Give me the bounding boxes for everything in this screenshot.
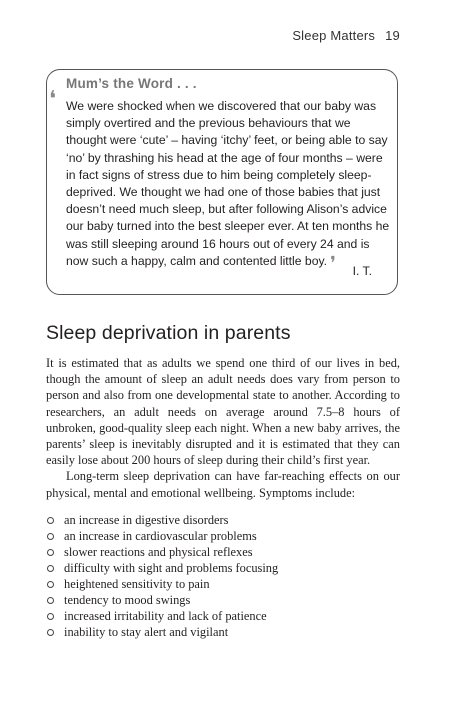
list-item [46,576,278,592]
list-item [46,560,278,576]
list-item-text: increased irritability and lack of patience [64,609,267,623]
bullet-icon [47,629,54,636]
callout-title: Mum’s the Word . . . [66,76,197,91]
section-heading: Sleep deprivation in parents [46,322,291,344]
list-item-text: an increase in digestive disorders [64,513,229,527]
bullet-icon [47,581,54,588]
open-quote-icon: ❛ [49,87,57,112]
symptom-list [46,512,278,640]
bullet-icon [47,533,54,540]
bullet-icon [47,517,54,524]
list-item [46,544,278,560]
list-item-text: an increase in cardiovascular problems [64,529,257,543]
bullet-icon [47,549,54,556]
bullet-icon [47,565,54,572]
running-head [292,28,400,43]
list-item-text: inability to stay alert and vigilant [64,625,229,639]
paragraph: Long-term sleep deprivation can have far-reaching effects on our physical, mental and emotional wellbeing. Symptoms include: [46,469,400,500]
page-number: 19 [385,28,400,43]
list-item-text: slower reactions and physical reflexes [64,545,253,559]
list-item [46,512,278,528]
list-item [46,608,278,624]
list-item-text: tendency to mood swings [64,593,191,607]
paragraph: It is estimated that as adults we spend one third of our lives in bed, though the amount of sleep an adult needs does vary from person to person and also from one developmental state to another. According to researchers, an adult needs on average around 7.5–8 hours of unbroken, good-quality sleep each night. When a new baby arrives, the parents’ sleep is inevitably disrupted and it is estimated that they can easily lose about 200 hours of sleep during their child’s first year. [46,356,400,468]
list-item-text: difficulty with sight and problems focusing [64,561,279,575]
running-head-title: Sleep Matters [292,28,376,43]
callout-attribution: I. T. [352,264,372,278]
bullet-icon [47,613,54,620]
close-quote-icon: ❜ [330,252,336,274]
list-item [46,592,278,608]
list-item-text: heightened sensitivity to pain [64,577,210,591]
section-body [46,355,400,501]
list-item [46,624,278,640]
callout-quote [66,98,392,274]
callout-quote-text: We were shocked when we discovered that our baby was simply overtired and the previous behaviours that we thought were ‘cute’ – having ‘itchy’ feet, or being able to say ‘no’ by thrashing his head at the age of four months – were in fact signs of stress due to him being completely sleep-deprived. We thought we had one of those babies that just doesn’t need much sleep, but after following Alison’s advice our baby turned into the best sleeper ever. At ten months he was still sleeping around 16 hours out of every 24 and is now such a happy, calm and contented little boy. [66,99,390,268]
bullet-icon [47,597,54,604]
list-item [46,528,278,544]
